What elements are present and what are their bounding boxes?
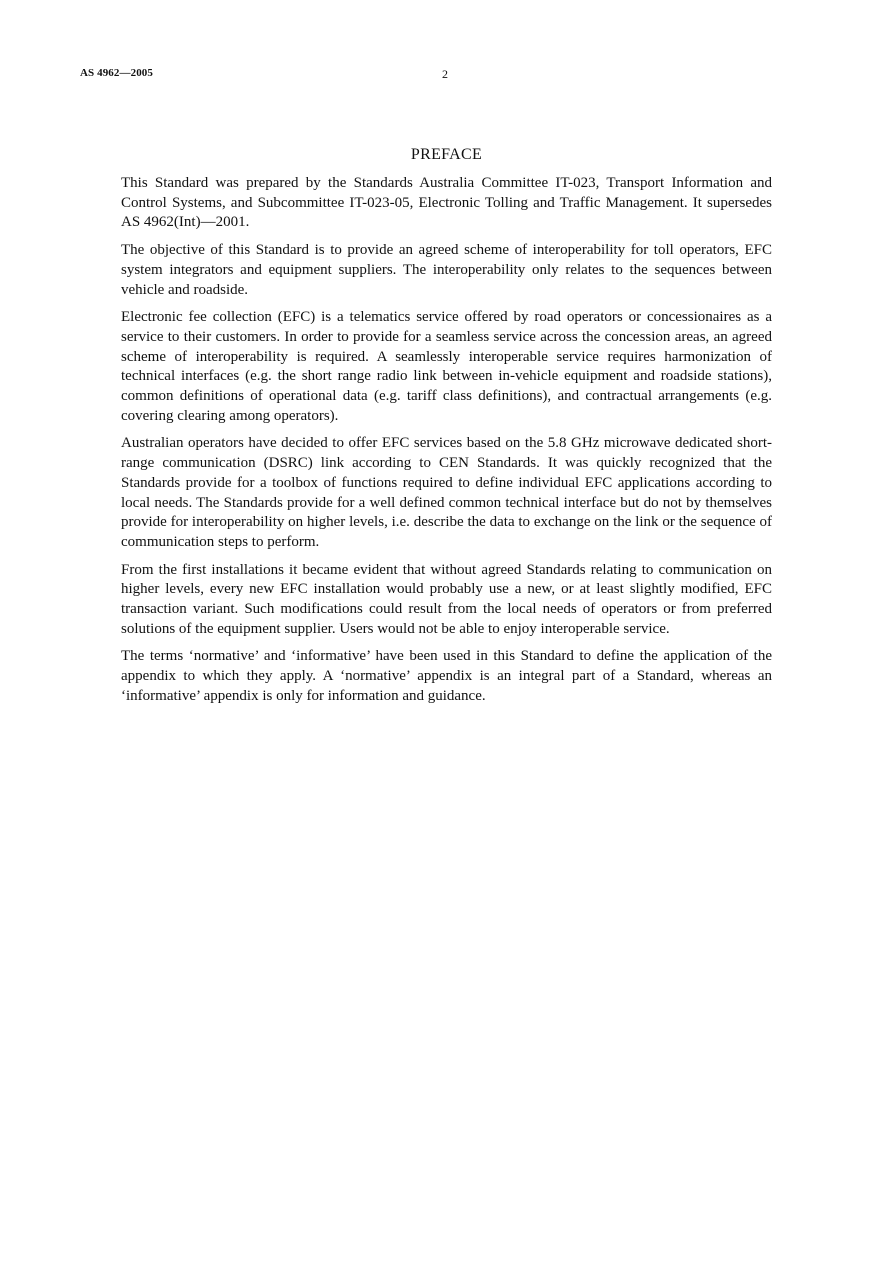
- paragraph: Electronic fee collection (EFC) is a telematics service offered by road operators or concessionaires as a service to their customers. In order to provide for a seamless service across the concession areas, an agreed scheme of interoperability is required. A seamlessly interoperable service requires harmonization of technical interfaces (e.g. the short range radio link between in-vehicle equipment and roadside stations), common definitions of operational data (e.g. tariff class definitions), and contractual arrangements (e.g. covering clearing among operators).: [121, 309, 772, 424]
- preface-section: [121, 146, 772, 715]
- section-title: PREFACE: [410, 146, 483, 163]
- page-header: [80, 67, 812, 83]
- paragraph: Australian operators have decided to offer EFC services based on the 5.8 GHz microwave dedicated short-range communication (DSRC) link according to CEN Standards. It was quickly recognized that the Standards provide for a toolbox of functions required to define individual EFC applications according to local needs. The Standards provide for a well defined common technical interface but do not by themselves provide for interoperability on higher levels, i.e. describe the data to exchange on the link or the sequence of communication steps to perform.: [121, 435, 772, 550]
- paragraph: The terms ‘normative’ and ‘informative’ have been used in this Standard to define the application of the appendix to which they apply. A ‘normative’ appendix is an integral part of a Standard, whereas an ‘informative’ appendix is only for information and guidance.: [121, 648, 772, 704]
- paragraph: From the first installations it became evident that without agreed Standards relating to communication on higher levels, every new EFC installation would probably use a new, or at least slightly modified, EFC transaction variant. Such modifications could result from the local needs of operators or from preferred solutions of the equipment supplier. Users would not be able to enjoy interoperable service.: [121, 561, 772, 637]
- paragraph: The objective of this Standard is to provide an agreed scheme of interoperability for toll operators, EFC system integrators and equipment suppliers. The interoperability only relates to the sequences between vehicle and roadside.: [121, 242, 772, 298]
- paragraph: This Standard was prepared by the Standards Australia Committee IT-023, Transport Information and Control Systems, and Subcommittee IT-023-05, Electronic Tolling and Traffic Management. It supersedes AS 4962(Int)—2001.: [121, 175, 772, 231]
- page-number: 2: [442, 67, 448, 81]
- document-id: AS 4962—2005: [80, 67, 154, 79]
